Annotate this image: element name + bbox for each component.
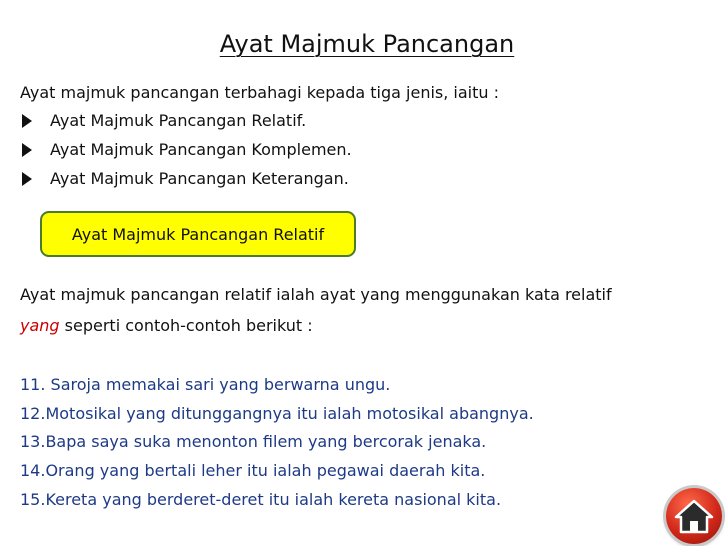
highlight-box-label: Ayat Majmuk Pancangan Relatif [71,224,325,244]
arrow-bullet-icon [22,172,32,186]
page-title [0,30,728,58]
keyword-yang: yang [20,316,60,335]
example-item: 13.Bapa saya suka menonton filem yang bercorak jenaka. [20,432,487,451]
arrow-bullet-icon [22,114,32,128]
bullet-item [20,140,352,160]
intro-text: Ayat majmuk pancangan terbahagi kepada tiga jenis, iaitu : [20,83,500,102]
bullet-label: Ayat Majmuk Pancangan Keterangan. [50,169,349,188]
bullet-label: Ayat Majmuk Pancangan Komplemen. [50,140,352,159]
highlight-box [40,211,356,257]
page-title-text: Ayat Majmuk Pancangan [219,30,515,58]
bullet-item [20,111,306,131]
bullet-item [20,169,349,189]
home-icon [666,488,722,544]
bullet-label: Ayat Majmuk Pancangan Relatif. [50,111,307,130]
example-item: 12.Motosikal yang ditunggangnya itu ialah motosikal abangnya. [20,404,534,423]
example-item: 14.Orang yang bertali leher itu ialah pegawai daerah kita. [20,461,486,480]
example-item: 11. Saroja memakai sari yang berwarna ungu. [20,375,391,394]
example-item: 15.Kereta yang berderet-deret itu ialah kereta nasional kita. [20,490,502,509]
home-button[interactable] [666,488,722,544]
arrow-bullet-icon [22,143,32,157]
definition-line-2-rest: seperti contoh-contoh berikut : [59,316,313,335]
definition-line-1: Ayat majmuk pancangan relatif ialah ayat yang menggunakan kata relatif [20,285,612,304]
definition-line-2 [20,316,313,336]
